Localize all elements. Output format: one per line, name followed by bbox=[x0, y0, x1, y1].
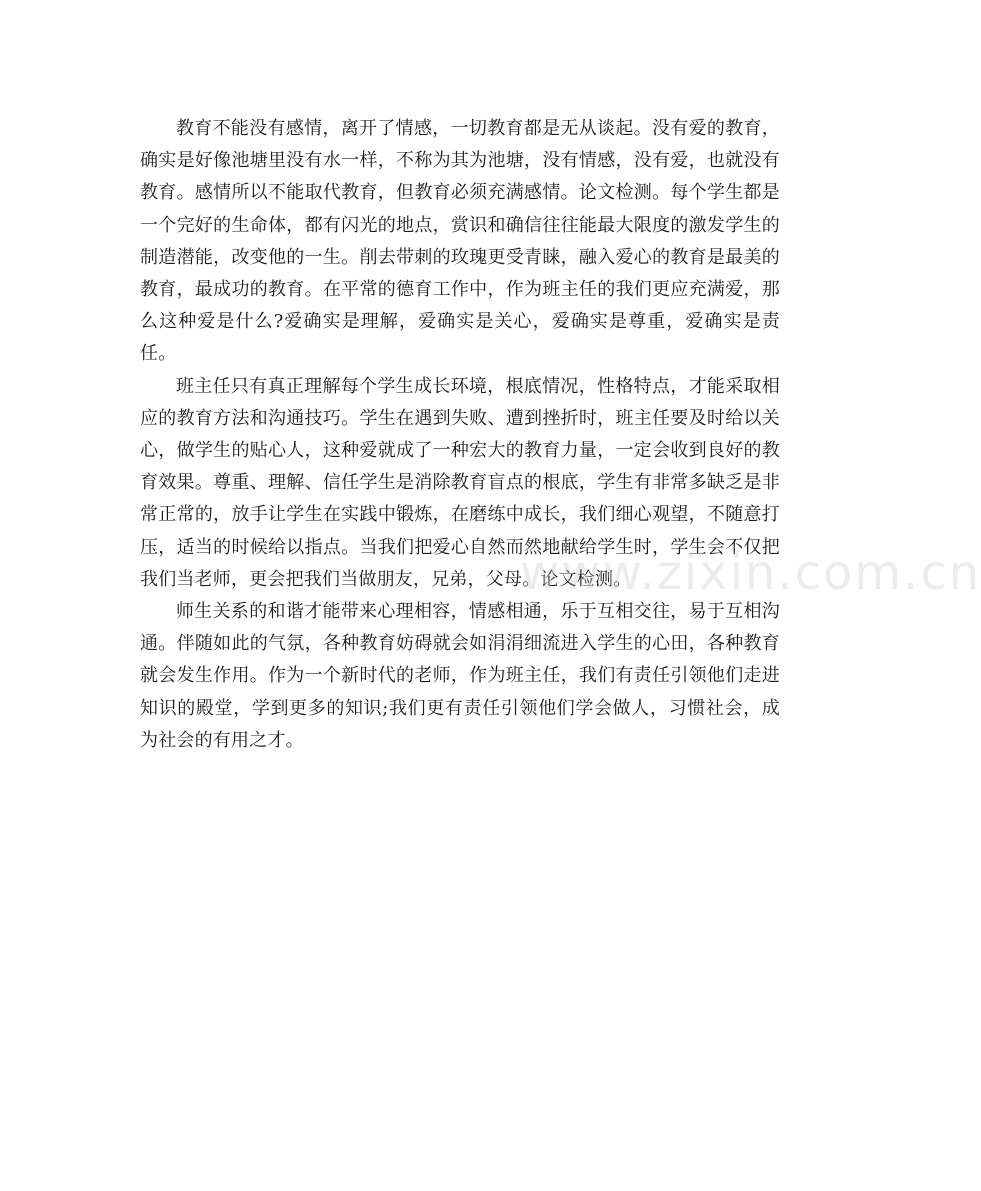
paragraph-2: 班主任只有真正理解每个学生成长环境，根底情况，性格特点，才能采取相应的教育方法和沟通技巧。学生在遇到失败、遭到挫折时，班主任要及时给以关心，做学生的贴心人，这种爱就成了一种宏大的教育力量，一定会收到良好的教育效果。尊重、理解、信任学生是消除教育盲点的根底，学生有非常多缺乏是非常正常的，放手让学生在实践中锻炼，在磨练中成长，我们细心观望，不随意打压，适当的时候给以指点。当我们把爱心自然而然地献给学生时，学生会不仅把我们当老师，更会把我们当做朋友，兄弟，父母。论文检测。 bbox=[140, 375, 780, 590]
paragraph-3: 师生关系的和谐才能带来心理相容，情感相通，乐于互相交往，易于互相沟通。伴随如此的气氛，各种教育妨碍就会如涓涓细流进入学生的心田，各种教育就会发生作用。作为一个新时代的老师，作为班主任，我们有责任引领他们走进知识的殿堂，学到更多的知识;我们更有责任引领他们学会做人，习惯社会，成为社会的有用之才。 bbox=[140, 601, 780, 751]
document-body bbox=[140, 113, 780, 757]
watermark: www.zixin.com.cn bbox=[520, 545, 981, 601]
paragraph-1: 教育不能没有感情，离开了情感，一切教育都是无从谈起。没有爱的教育，确实是好像池塘里没有水一样，不称为其为池塘，没有情感，没有爱，也就没有教育。感情所以不能取代教育，但教育必须充满感情。论文检测。每个学生都是一个完好的生命体，都有闪光的地点，赏识和确信往往能最大限度的激发学生的制造潜能，改变他的一生。削去带刺的玫瑰更受青睐，融入爱心的教育是最美的教育，最成功的教育。在平常的德育工作中，作为班主任的我们更应充满爱，那么这种爱是什么?爱确实是理解，爱确实是关心，爱确实是尊重，爱确实是责任。 bbox=[140, 118, 780, 365]
